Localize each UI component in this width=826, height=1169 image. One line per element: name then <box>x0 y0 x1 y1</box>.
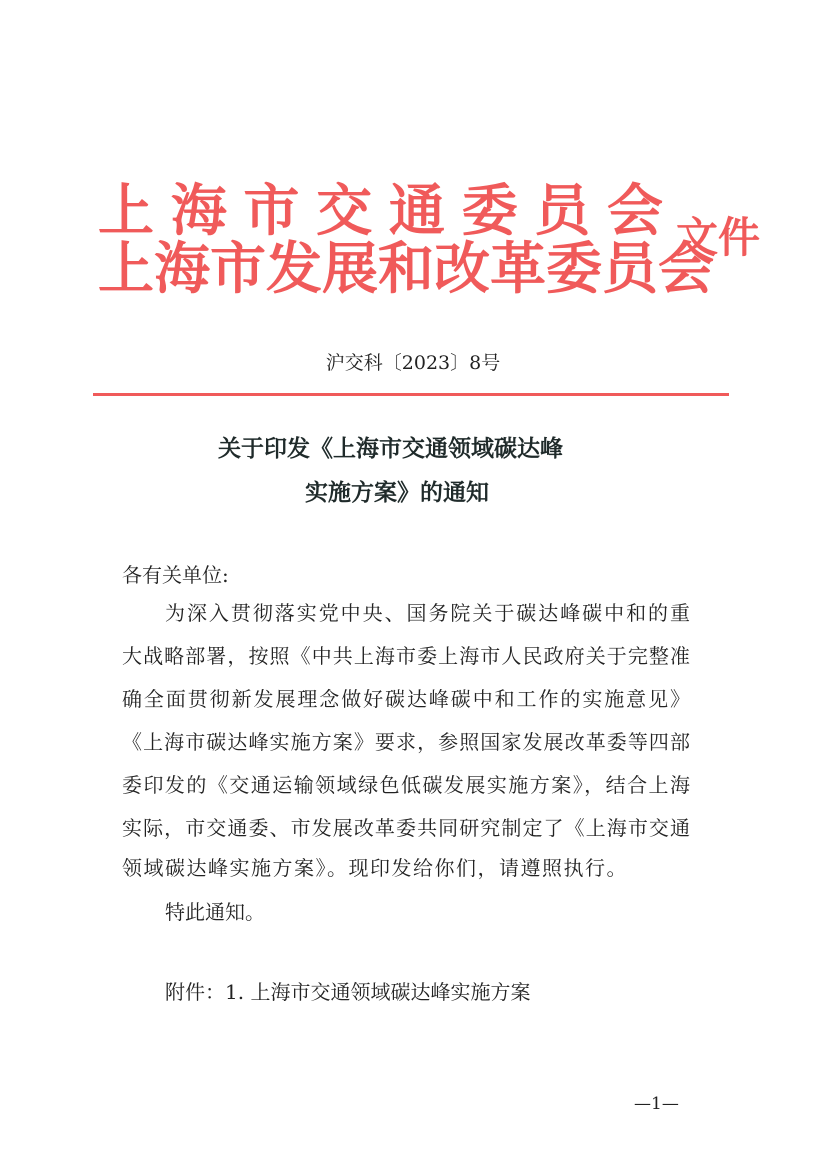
body-line: 确全面贯彻新发展理念做好碳达峰碳中和工作的实施意见》 <box>122 687 690 711</box>
issuer-line-2: 上海市发展和改革委员会 <box>98 237 714 302</box>
body-line: 《上海市碳达峰实施方案》要求，参照国家发展改革委等四部 <box>122 730 690 754</box>
body-line: 领域碳达峰实施方案》。现印发给你们，请遵照执行。 <box>122 856 628 880</box>
attachment: 附件：1. 上海市交通领域碳达峰实施方案 <box>165 980 531 1004</box>
salutation: 各有关单位: <box>122 563 229 587</box>
body-line: 大战略部署，按照《中共上海市委上海市人民政府关于完整准 <box>122 644 690 668</box>
issuer-line-1: 上海市交通委员会 <box>98 179 663 244</box>
body-line: 委印发的《交通运输领域绿色低碳发展实施方案》，结合上海 <box>122 773 690 797</box>
document-number: 沪交科〔2023〕8号 <box>325 352 501 374</box>
document-suffix: 文件 <box>676 213 761 262</box>
page-number: —1— <box>634 1094 679 1114</box>
title-line-1: 关于印发《上海市交通领域碳达峰 <box>218 435 563 462</box>
body-line: 为深入贯彻落实党中央、国务院关于碳达峰碳中和的重 <box>165 601 690 625</box>
body-line: 实际，市交通委、市发展改革委共同研究制定了《上海市交通 <box>122 816 690 840</box>
title-line-2: 实施方案》的通知 <box>305 479 489 506</box>
red-divider <box>93 393 729 396</box>
closing: 特此通知。 <box>165 900 265 924</box>
